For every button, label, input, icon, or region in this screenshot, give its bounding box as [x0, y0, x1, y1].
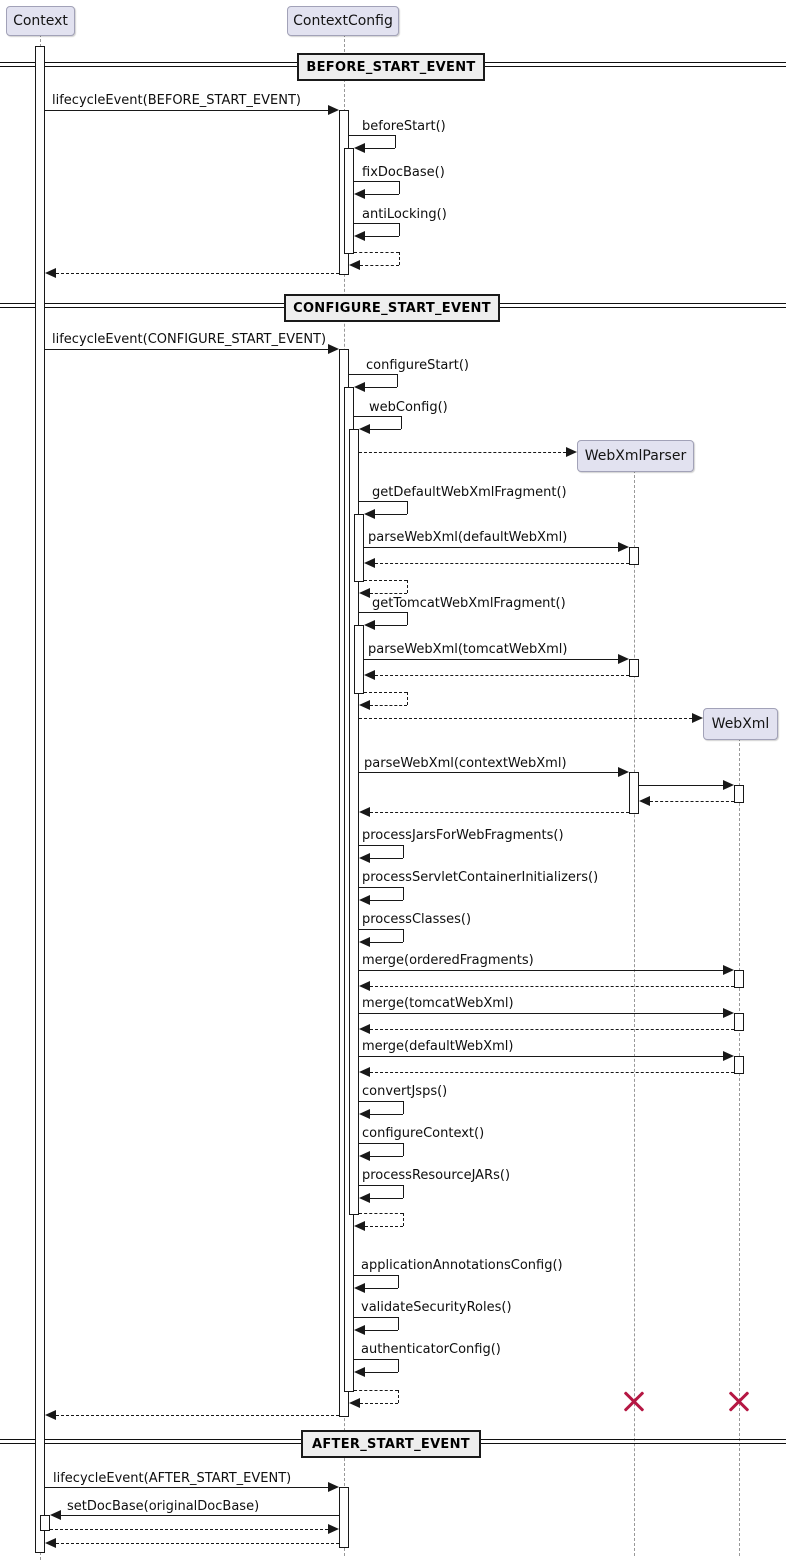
arrowhead [359, 700, 370, 710]
activation-webxmlparser-1 [629, 547, 639, 565]
self-line [370, 1114, 403, 1115]
arrowhead [359, 1151, 370, 1161]
arrowhead [364, 509, 375, 519]
self-line [403, 845, 404, 858]
arrowhead [45, 268, 56, 278]
message-line [639, 785, 723, 786]
arrowhead [723, 965, 734, 975]
self-line [407, 612, 408, 625]
self-line [370, 429, 401, 430]
arrowhead [359, 424, 370, 434]
return-line [360, 1403, 398, 1404]
message-line [359, 1013, 723, 1014]
section-divider-configure-start [284, 294, 500, 322]
self-line [365, 1330, 398, 1331]
self-line [359, 887, 403, 888]
arrowhead [692, 713, 703, 723]
activation-webxml-1 [734, 785, 744, 803]
return-line [398, 1390, 399, 1403]
message-line [45, 110, 328, 111]
return-line [399, 252, 400, 265]
arrowhead [639, 796, 650, 806]
arrowhead [45, 1538, 56, 1548]
message-line [364, 659, 618, 660]
self-line [354, 181, 399, 182]
message-line [45, 1487, 328, 1488]
self-line [349, 374, 397, 375]
message-label: webConfig() [369, 400, 448, 415]
return-line [370, 1029, 734, 1030]
self-line [359, 1101, 403, 1102]
activation-cc-after [339, 1487, 349, 1548]
return-line [56, 273, 339, 274]
return-line [370, 986, 734, 987]
self-line [375, 625, 407, 626]
self-line [359, 845, 403, 846]
arrowhead [354, 231, 365, 241]
self-line [359, 612, 407, 613]
activation-webxmlparser-2 [629, 659, 639, 677]
return-line [403, 1213, 404, 1226]
arrowhead [359, 981, 370, 991]
return-line [407, 692, 408, 705]
arrowhead [354, 143, 365, 153]
arrowhead [328, 344, 339, 354]
participant-label: Context [13, 13, 68, 29]
participant-contextconfig [287, 6, 399, 36]
return-line [375, 675, 629, 676]
return-line [56, 1543, 339, 1544]
arrowhead [359, 588, 370, 598]
self-line [397, 374, 398, 387]
arrowhead [354, 189, 365, 199]
message-line [364, 547, 618, 548]
destroy-webxmlparser-icon [621, 1388, 647, 1414]
arrowhead [328, 1482, 339, 1492]
self-line [365, 236, 399, 237]
arrowhead [349, 260, 360, 270]
arrowhead [723, 1051, 734, 1061]
return-line [354, 252, 399, 253]
return-line [56, 1415, 339, 1416]
message-label: lifecycleEvent(CONFIGURE_START_EVENT) [52, 332, 327, 347]
arrowhead [359, 1109, 370, 1119]
self-line [354, 1359, 398, 1360]
self-line [365, 1372, 398, 1373]
return-line [370, 1072, 734, 1073]
activation-cc-before-2 [344, 148, 354, 254]
message-label: configureContext() [362, 1126, 485, 1141]
self-line [370, 1156, 403, 1157]
create-line [359, 452, 566, 453]
arrowhead [723, 1008, 734, 1018]
self-line [407, 501, 408, 514]
message-label: validateSecurityRoles() [361, 1300, 512, 1315]
self-line [365, 148, 395, 149]
return-line [407, 580, 408, 593]
activation-cc-configure-4b [354, 625, 364, 694]
self-line [359, 501, 407, 502]
participant-label: ContextConfig [293, 13, 393, 29]
self-line [370, 942, 403, 943]
message-label: processJarsForWebFragments() [362, 828, 564, 843]
message-label: processClasses() [362, 912, 472, 927]
section-title: CONFIGURE_START_EVENT [293, 300, 491, 316]
self-line [370, 858, 403, 859]
arrowhead [364, 670, 375, 680]
self-line [395, 135, 396, 148]
self-line [354, 1317, 398, 1318]
arrowhead [354, 1325, 365, 1335]
activation-context-main [35, 46, 45, 1553]
return-line [354, 1390, 398, 1391]
self-line [365, 194, 399, 195]
return-line [364, 580, 407, 581]
self-line [359, 1143, 403, 1144]
participant-webxml [703, 708, 778, 740]
self-line [370, 1198, 403, 1199]
self-line [401, 416, 402, 429]
return-line [50, 1529, 328, 1530]
arrowhead [364, 620, 375, 630]
arrowhead [618, 542, 629, 552]
section-divider-before-start [297, 53, 485, 81]
destroy-webxml-icon [726, 1388, 752, 1414]
arrowhead [359, 937, 370, 947]
return-line [370, 705, 407, 706]
return-line [370, 593, 407, 594]
arrowhead [354, 382, 365, 392]
self-line [349, 135, 395, 136]
activation-context-nested [40, 1515, 50, 1531]
message-label: convertJsps() [362, 1084, 448, 1099]
self-line [399, 223, 400, 236]
activation-webxmlparser-3 [629, 772, 639, 814]
arrowhead [364, 558, 375, 568]
arrowhead [618, 654, 629, 664]
message-label: getTomcatWebXmlFragment() [372, 596, 566, 611]
participant-context [6, 6, 75, 36]
activation-webxml-2 [734, 970, 744, 988]
arrowhead [359, 853, 370, 863]
message-label: merge(orderedFragments) [362, 953, 534, 968]
message-label: setDocBase(originalDocBase) [67, 1499, 260, 1514]
message-label: merge(tomcatWebXml) [362, 996, 514, 1011]
activation-cc-configure-4a [354, 514, 364, 582]
message-label: parseWebXml(defaultWebXml) [368, 530, 568, 545]
self-line [365, 1288, 398, 1289]
self-line [403, 1185, 404, 1198]
message-line [359, 772, 618, 773]
message-label: parseWebXml(tomcatWebXml) [368, 642, 568, 657]
self-line [365, 387, 397, 388]
message-line [45, 349, 328, 350]
section-title: AFTER_START_EVENT [312, 1436, 470, 1452]
arrowhead [359, 807, 370, 817]
message-label: processServletContainerInitializers() [362, 870, 599, 885]
section-title: BEFORE_START_EVENT [306, 59, 476, 75]
arrowhead [354, 1283, 365, 1293]
self-line [403, 887, 404, 900]
self-line [359, 1185, 403, 1186]
arrowhead [618, 767, 629, 777]
arrowhead [359, 895, 370, 905]
section-divider-after-start [301, 1430, 481, 1458]
arrowhead [45, 1410, 56, 1420]
arrowhead [723, 780, 734, 790]
participant-label: WebXml [711, 716, 770, 732]
arrowhead [349, 1398, 360, 1408]
arrowhead [354, 1367, 365, 1377]
message-label: antiLocking() [362, 207, 447, 222]
lifeline-webxml [739, 738, 740, 1556]
self-line [375, 514, 407, 515]
message-label: merge(defaultWebXml) [362, 1039, 514, 1054]
message-label: configureStart() [366, 358, 469, 373]
message-line [359, 1056, 723, 1057]
activation-webxml-3 [734, 1013, 744, 1031]
return-line [370, 812, 629, 813]
activation-webxml-4 [734, 1056, 744, 1074]
arrowhead [566, 447, 577, 457]
create-line [359, 718, 692, 719]
self-line [370, 900, 403, 901]
self-line [403, 929, 404, 942]
message-label: getDefaultWebXmlFragment() [372, 485, 567, 500]
arrowhead [359, 1024, 370, 1034]
return-line [359, 1213, 403, 1214]
return-line [375, 563, 629, 564]
self-line [354, 223, 399, 224]
message-label: beforeStart() [362, 119, 446, 134]
self-line [398, 1275, 399, 1288]
return-line [650, 801, 734, 802]
message-label: lifecycleEvent(BEFORE_START_EVENT) [52, 93, 301, 108]
arrowhead [50, 1510, 61, 1520]
arrowhead [354, 1221, 365, 1231]
participant-webxmlparser [577, 440, 694, 472]
self-line [359, 929, 403, 930]
participant-label: WebXmlParser [584, 448, 687, 464]
self-line [398, 1359, 399, 1372]
message-line [359, 970, 723, 971]
message-label: parseWebXml(contextWebXml) [364, 756, 567, 771]
message-label: authenticatorConfig() [361, 1342, 501, 1357]
self-line [354, 1275, 398, 1276]
self-line [398, 1317, 399, 1330]
return-line [364, 692, 407, 693]
arrowhead [359, 1193, 370, 1203]
self-line [403, 1143, 404, 1156]
message-label: fixDocBase() [362, 165, 445, 180]
return-line [360, 265, 399, 266]
return-line [365, 1226, 403, 1227]
arrowhead [328, 1524, 339, 1534]
message-label: applicationAnnotationsConfig() [361, 1258, 563, 1273]
message-label: lifecycleEvent(AFTER_START_EVENT) [53, 1471, 292, 1486]
self-line [354, 416, 401, 417]
self-line [403, 1101, 404, 1114]
message-line [61, 1515, 339, 1516]
message-label: processResourceJARs() [362, 1168, 511, 1183]
arrowhead [359, 1067, 370, 1077]
self-line [399, 181, 400, 194]
arrowhead [328, 105, 339, 115]
